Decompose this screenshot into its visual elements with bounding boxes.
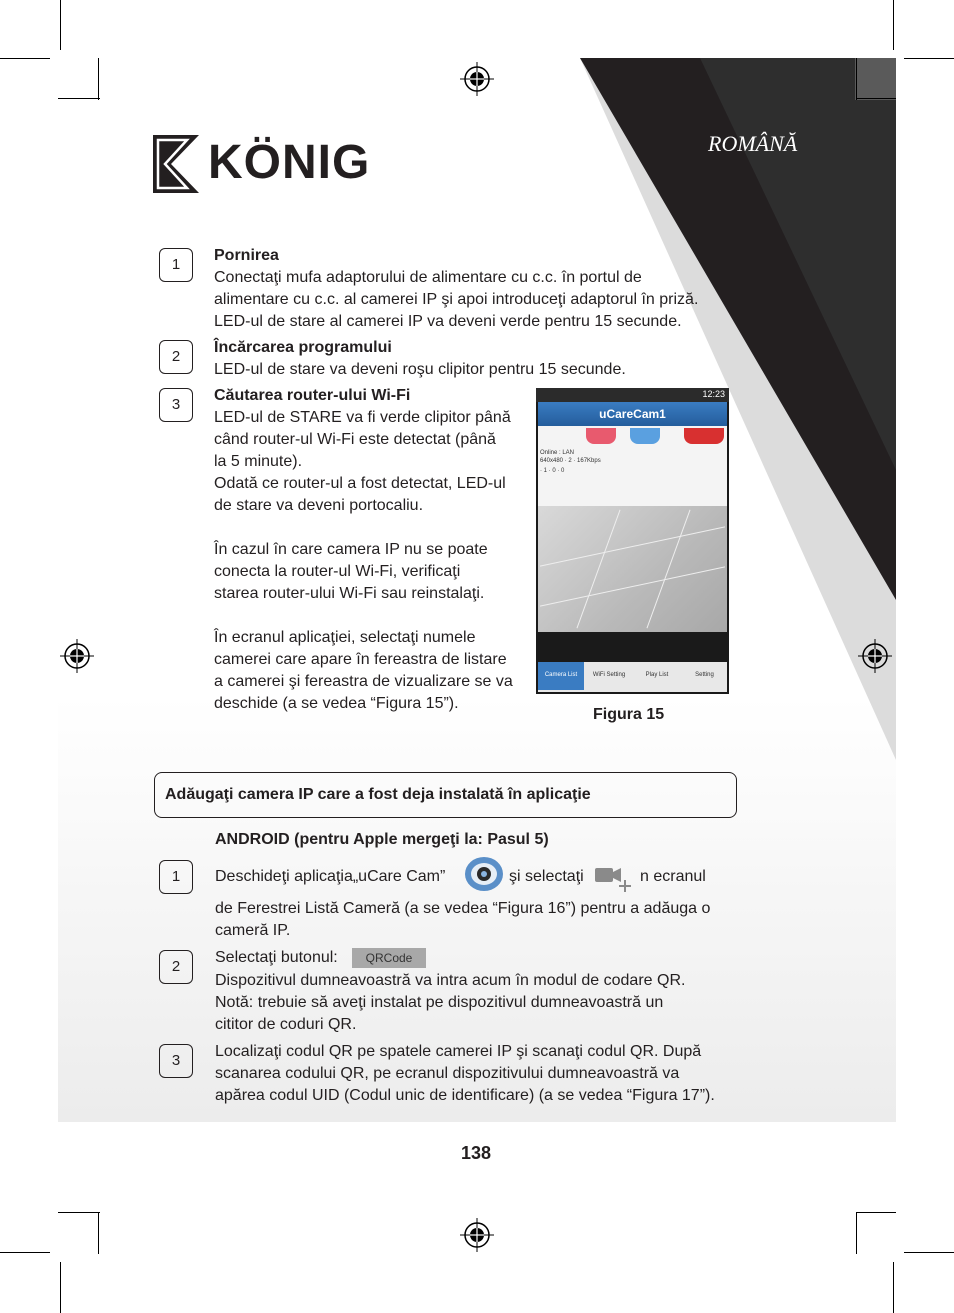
step2-number-1: 1 — [159, 860, 193, 894]
step-number-3: 3 — [159, 388, 193, 422]
tab-wifi-setting: WiFi Setting — [592, 672, 626, 678]
info-line: 640x480 · 2 · 167Kbps — [540, 458, 601, 464]
step-line: În ecranul aplicaţiei, selectaţi numele — [214, 629, 476, 646]
phone-tab-bar — [538, 662, 727, 692]
step-3-content — [214, 385, 532, 715]
step-line: Odată ce router-ul a fost detectat, LED-ul — [214, 475, 506, 492]
step-2-content — [214, 337, 744, 381]
alarm-button — [684, 428, 724, 444]
step-line: cititor de coduri QR. — [215, 1016, 357, 1033]
step-line: scanarea codului QR, pe ecranul dispozitivului dumneavoastră va — [215, 1065, 680, 1082]
phone-status-bar — [536, 388, 729, 402]
step-line: deschide (a se vedea “Figura 15”). — [214, 695, 459, 712]
control-panel — [538, 426, 727, 514]
step-line: conecta la router-ul Wi-Fi, verificaţi — [214, 563, 461, 580]
app-title: uCareCam1 — [538, 402, 727, 426]
info-line: Online : LAN — [540, 450, 575, 456]
step2-number-2: 2 — [159, 950, 193, 984]
tab-play-list: Play List — [645, 672, 669, 678]
registration-mark-bottom — [460, 1218, 494, 1252]
step2-1-line2: de Ferestrei Listă Cameră (a se vedea “Figura 16”) pentru a adăuga o — [215, 900, 711, 917]
step-line: În cazul în care camera IP nu se poate — [214, 541, 488, 558]
brand-name: KÖNIG — [208, 136, 371, 189]
mute-button — [630, 428, 660, 444]
konig-logo-mark — [153, 135, 199, 193]
snapshot-button — [586, 428, 616, 444]
registration-mark-left — [60, 639, 94, 673]
step-number-1: 1 — [159, 248, 193, 282]
step2-1-line1-a: Deschideţi aplicaţia„uCare Cam” — [215, 868, 446, 885]
step-line: starea router-ului Wi-Fi sau reinstalaţi. — [214, 585, 485, 602]
step-number-2: 2 — [159, 340, 193, 374]
registration-mark-top — [460, 62, 494, 96]
step-title: Pornirea — [214, 247, 279, 264]
step2-1-line1-c: n ecranul — [640, 868, 706, 885]
step-line: când router-ul Wi-Fi este detectat (până — [214, 431, 496, 448]
step2-number-3: 3 — [159, 1044, 193, 1078]
step2-2-lead: Selectaţi butonul: — [215, 949, 338, 966]
step-title: Căutarea router-ului Wi-Fi — [214, 387, 411, 404]
step-title: Încărcarea programului — [214, 339, 392, 356]
info-line: · 1 · 0 · 0 — [540, 468, 565, 474]
step-line: Conectaţi mufa adaptorului de alimentare cu c.c. în portul de — [214, 269, 642, 286]
figure-15-screenshot — [536, 388, 729, 694]
step-line: alimentare cu c.c. al camerei IP şi apoi introduceţi adaptorul în priză. — [214, 291, 699, 308]
page-number: 138 — [461, 1143, 492, 1163]
language-label: ROMÂNĂ — [708, 131, 798, 156]
tab-setting: Setting — [695, 672, 714, 678]
phone-clock: 12:23 — [702, 389, 725, 399]
tab-camera-list: Camera List — [538, 662, 584, 690]
figure-15-caption: Figura 15 — [593, 706, 665, 723]
step-line: LED-ul de stare al camerei IP va deveni verde pentru 15 secunde. — [214, 313, 682, 330]
qrcode-button: QRCode — [352, 948, 426, 968]
video-view — [538, 506, 727, 632]
step2-1-line3: cameră IP. — [215, 922, 291, 939]
step-line: apărea codul UID (Codul unic de identificare) (a se vedea “Figura 17”). — [215, 1087, 715, 1104]
step-line: camerei care apare în fereastra de listare — [214, 651, 507, 668]
step2-3-lines — [215, 1041, 745, 1107]
step2-2-lines — [215, 970, 735, 1036]
ucare-cam-app-icon — [463, 855, 505, 893]
step-line: de stare va deveni portocaliu. — [214, 497, 424, 514]
registration-mark-right — [858, 639, 892, 673]
step2-1-line1-b: şi selectaţi — [509, 868, 584, 885]
step-line: a camerei şi fereastra de vizualizare se va — [214, 673, 513, 690]
section-heading: Adăugaţi camera IP care a fost deja instalată în aplicaţie — [165, 786, 591, 803]
step-line: Dispozitivul dumneavoastră va intra acum în modul de codare QR. — [215, 972, 686, 989]
step-line: Notă: trebuie să aveţi instalat pe dispozitivul dumneavoastră un — [215, 994, 664, 1011]
step-line: LED-ul de STARE va fi verde clipitor până — [214, 409, 511, 426]
add-camera-icon — [593, 864, 633, 894]
step-1-content — [214, 245, 744, 333]
step-line: la 5 minute). — [214, 453, 303, 470]
step-line: LED-ul de stare va deveni roşu clipitor pentru 15 secunde. — [214, 361, 626, 378]
step-line: Localizaţi codul QR pe spatele camerei IP şi scanaţi codul QR. După — [215, 1043, 702, 1060]
section-heading-box — [154, 772, 737, 818]
android-subheading: ANDROID (pentru Apple mergeţi la: Pasul 5) — [215, 831, 549, 848]
